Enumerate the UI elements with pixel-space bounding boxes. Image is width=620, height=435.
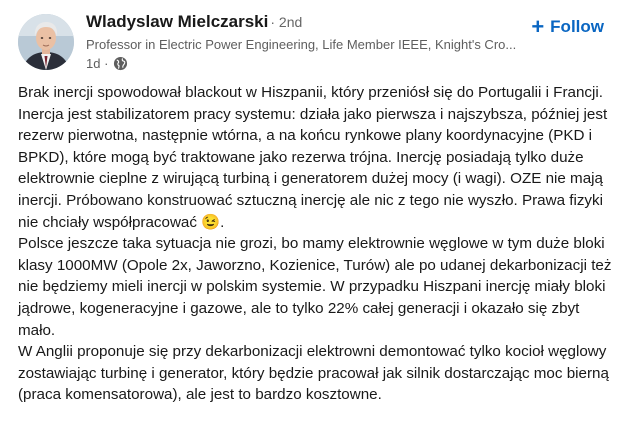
author-name[interactable]: Wladyslaw Mielczarski — [86, 12, 269, 31]
connection-degree: · 2nd — [270, 14, 303, 30]
follow-label: Follow — [550, 17, 604, 36]
avatar[interactable] — [18, 14, 74, 70]
post-timestamp: 1d · — [86, 56, 109, 71]
post-meta — [86, 56, 526, 71]
author-name-row — [86, 12, 526, 32]
post-paragraph: Polsce jeszcze taka sytuacja nie grozi, bo mamy elektrownie węglowe w tym duże bloki klasy 1000MW (Opole 2x, Jaworzno, Kozienice, Turów) ale po udanej dekarbonizacji też nie będziemy mieli inercji w polskim systemie. W przypadku Hiszpani inercję miały bloki jądrowe, kogeneracyjne i gazowe, ale to tylko 22% całej generacji i okazało się zbyt mało. — [18, 235, 612, 339]
profile-photo-icon — [18, 14, 74, 70]
post-paragraph: W Anglii proponuje się przy dekarbonizacji elektrowni demontować tylko kocioł węglowy zostawiając turbinę i generator, który będzie pracował jak silnik dostarczając moc bierną (praca komensatorowa), ale jest to bardzo kosztowne. — [18, 343, 609, 404]
post-paragraph: Brak inercji spowodował blackout w Hiszpanii, który przeniósł się do Portugalii i Francji. Inercja jest stabilizatorem pracy systemu: działa jako pierwsza i najszybsza, później jest rezerw pierwotna, następnie wtórna, a na końcu rynkowe plany koordynacyjne (PKD i BPKD), które mogą być traktowane jako rezerwa trójna. Inercję posiadają tylko duże elektrownie cieplne z wirującą turbiną i generatorem dużej mocy (i wagi). OZE nie mają inercji. Próbowano konstruować sztuczną inercję ale nic z tego nie wyszło. Prawa fizyki nie chciały współpracować 😉. — [18, 84, 608, 231]
author-headline: Professor in Electric Power Engineering, Life Member IEEE, Knight's Cro... — [86, 37, 517, 52]
author-info — [86, 12, 526, 71]
follow-button[interactable] — [531, 16, 604, 38]
globe-icon — [113, 56, 128, 71]
plus-icon: + — [531, 14, 545, 39]
post-body — [18, 82, 612, 406]
